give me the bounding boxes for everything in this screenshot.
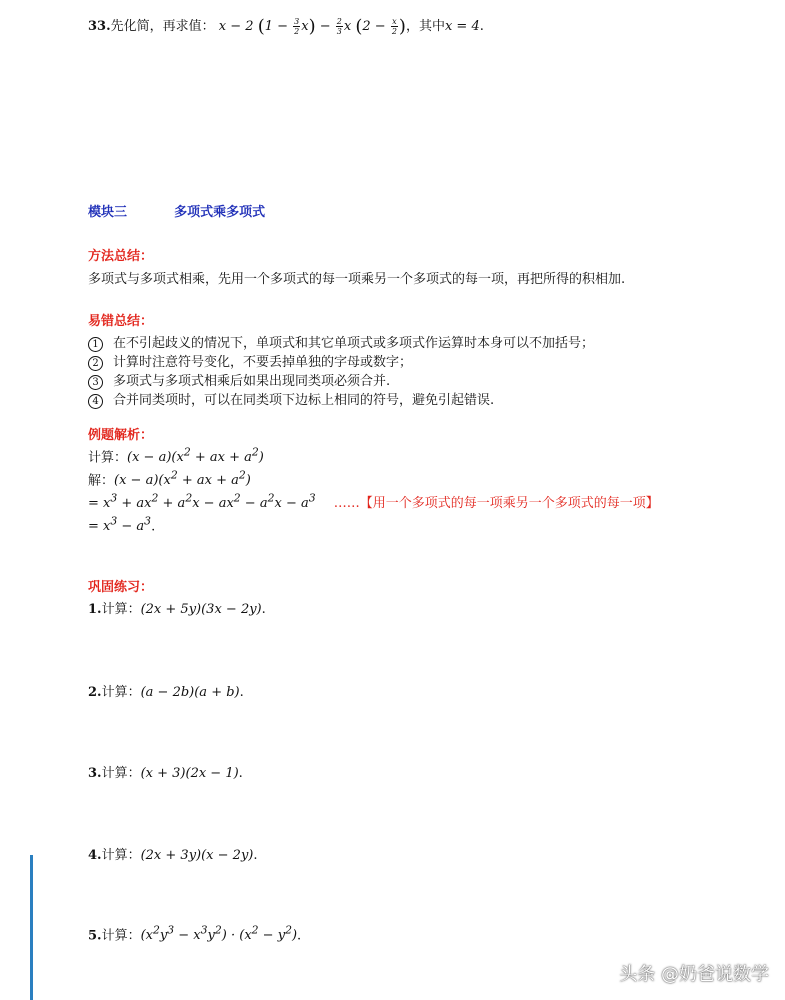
practice-number: 4. [88,848,102,863]
practice-number: 5. [88,928,102,944]
practice-number: 1. [88,602,102,617]
example-solution-line [88,469,251,488]
problem-expression: x − 2 (1 − $\frac{3}{2}$ x) − $\frac{2}{3}$ x (2 − $\frac{x}{2}$ ) [218,16,406,37]
example-prompt-line [88,446,264,465]
errors-item-text: 在不引起歧义的情况下，单项式和其它单项式或多项式作运算时本身可以不加括号； [113,336,595,351]
practice-item-3: 3.计算：(x + 3)(2x − 1). [88,766,243,781]
problem-where: ，其中 [405,19,445,34]
watermark: 头条 @奶爸说数学 [619,964,769,985]
problem-condition: x = 4 [444,19,480,34]
problem-lead: 先化简，再求值： [110,19,215,34]
practice-expression: (a − 2b)(a + b) [140,685,240,700]
module-label: 模块三 [88,205,128,220]
errors-item-text: 多项式与多项式相乘后如果出现同类项必须合并. [113,374,391,389]
practice-expression: (x + 3)(2x − 1) [140,766,239,781]
example-expansion-line [88,492,659,511]
errors-item-4 [88,389,494,409]
practice-expression: (2x + 5y)(3x − 2y) [140,602,262,617]
practice-prompt: 计算： [101,602,141,617]
example-heading: 例题解析： [88,428,154,443]
practice-prompt: 计算： [101,766,141,781]
errors-item-text: 合并同类项时，可以在同类项下边标上相同的符号，避免引起错误. [113,393,495,408]
example-solution-expression: $(x - a)(x^2$ + ax + $a^2$) [114,469,251,489]
circled-number: 2 [88,356,103,371]
errors-item-1 [88,332,594,352]
practice-item-2: 2.计算：(a − 2b)(a + b). [88,685,244,700]
problem-number: 33. [88,19,111,34]
circled-number: 1 [88,337,103,352]
problem-33 [88,15,484,37]
example-result: = $x^3 - a^3$ [88,515,152,535]
example-note: ……【用一个多项式的每一项乘另一个多项式的每一项】 [333,496,659,512]
method-text: 多项式与多项式相乘，先用一个多项式的每一项乘另一个多项式的每一项，再把所得的积相加. [88,272,626,287]
example-result-line: = $x^3 - a^3$. [88,515,156,535]
left-margin-bar [30,855,33,1000]
practice-heading: 巩固练习： [88,580,154,595]
practice-prompt: 计算： [101,685,141,700]
practice-expression: (2x + 3y)(x − 2y) [140,848,254,863]
practice-item-1: 1.计算：(2x + 5y)(3x − 2y). [88,602,266,617]
practice-number: 3. [88,766,102,781]
errors-item-3 [88,370,390,390]
practice-expression: $(x^2y^3 - x^3y^2) \cdot (x^2 - y^2)$ [140,924,298,944]
example-prompt: 计算： [88,450,128,466]
practice-item-5: 5.计算：$(x^2y^3 - x^3y^2) \cdot (x^2 - y^2)$. [88,924,302,944]
practice-prompt: 计算： [101,848,141,863]
problem-end: . [479,19,484,34]
circled-number: 3 [88,375,103,390]
example-sol-label: 解： [88,473,115,489]
practice-item-4: 4.计算：(2x + 3y)(x − 2y). [88,848,258,863]
example-expression: $(x - a)(x^2$ + ax + $a^2$) [127,446,264,466]
module-heading [88,201,265,220]
errors-heading: 易错总结： [88,314,154,329]
practice-number: 2. [88,685,102,700]
errors-item-text: 计算时注意符号变化，不要丢掉单独的字母或数字； [113,355,413,370]
practice-prompt: 计算： [101,928,141,944]
method-heading: 方法总结： [88,249,154,264]
errors-item-2 [88,351,412,371]
circled-number: 4 [88,394,103,409]
module-title: 多项式乘多项式 [174,205,266,220]
example-expansion: = $x^3 + ax^2 + a^2x - ax^2 - a^2x - a^3$ [88,492,316,512]
